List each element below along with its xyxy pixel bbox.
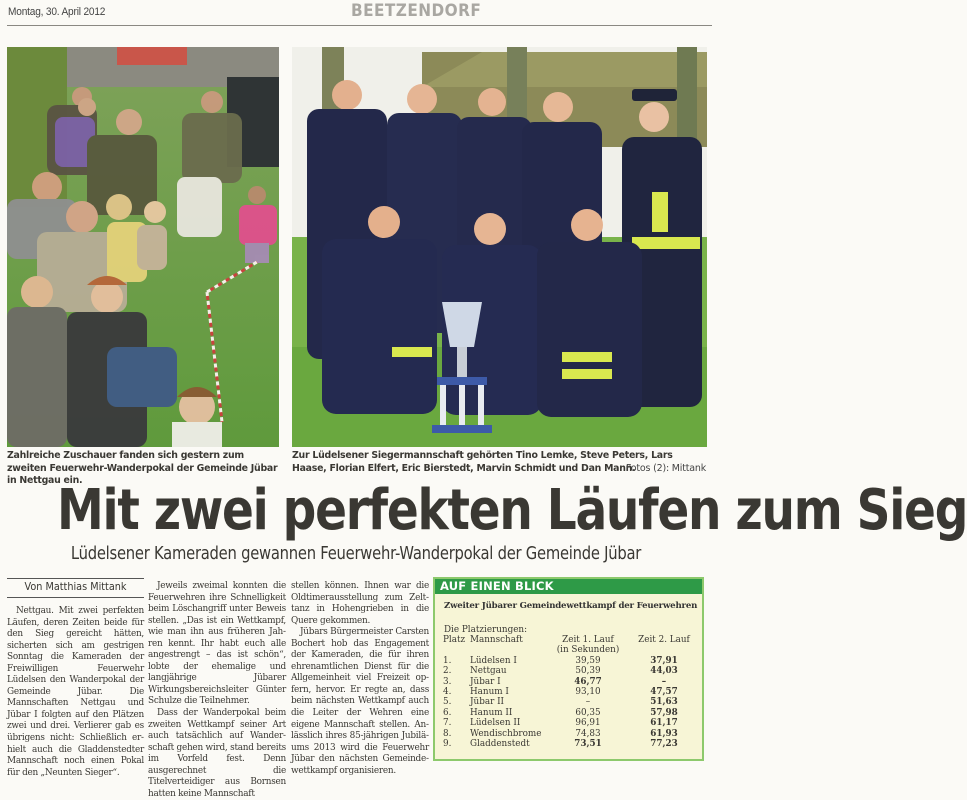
result-run2: 37,91 [650, 655, 678, 666]
article-column-3 [291, 581, 429, 777]
result-team: Jübar I [470, 676, 501, 687]
result-place: 1. [443, 655, 452, 666]
result-run2: 44,03 [650, 666, 678, 677]
result-place: 7. [443, 718, 452, 729]
photo-spectators [7, 47, 279, 447]
info-box-intro: Die Platzierungen: [444, 625, 528, 635]
article-headline: Mit zwei perfekten Läufen zum Sieg [56, 478, 967, 543]
spectators-illustration [7, 47, 279, 447]
info-box-results [433, 577, 704, 761]
result-team: Gladdenstedt [470, 739, 530, 750]
results-table [443, 635, 700, 749]
result-run2: – [661, 676, 667, 687]
results-row [443, 687, 700, 697]
article-paragraph: Jeweils zweimal konnten die Feuerwehren ihre Schnelligkeit beim Löschangriff unter Beweis stellen. „Das ist ein Wettkampf, wie man ihn aus früheren Jahren kennt. Ihr habt euch alle angestrengt – das ist schön“, lobte der ehemalige und langjährige Jübarer Wirkungsbereichsleiter Günter Schulze die Teilnehmer. [148, 581, 286, 707]
result-team: Hanum II [470, 707, 513, 718]
results-row [443, 739, 700, 749]
result-place: 9. [443, 739, 452, 750]
result-run1: 50,39 [575, 666, 601, 677]
result-place: 6. [443, 707, 452, 718]
result-team: Wendischbrome [470, 728, 542, 739]
result-place: 2. [443, 666, 452, 677]
info-box-title: Zweiter Jübarer Gemeindewettkampf der Feuerwehren [444, 601, 698, 611]
result-run1: 96,91 [575, 718, 601, 729]
result-run1: 73,51 [574, 739, 602, 750]
result-run2: 61,17 [650, 718, 678, 729]
article-byline: Von Matthias Mittank [24, 580, 127, 593]
results-row [443, 677, 700, 687]
result-team: Lüdelsen II [470, 718, 521, 729]
results-row [443, 729, 700, 739]
issue-date: Montag, 30. April 2012 [8, 6, 106, 18]
article-column-1 [7, 606, 144, 779]
info-box-header [435, 579, 702, 594]
article-column-2 [148, 581, 286, 800]
photo-credit: Fotos (2): Mittank [625, 463, 706, 474]
column-unit-note: (in Sekunden) [556, 645, 620, 656]
column-header-place: Platz [443, 635, 466, 645]
result-run2: 51,63 [650, 697, 678, 708]
results-unit-row [443, 645, 700, 655]
header-rule [7, 25, 712, 26]
byline-rule-bottom [7, 597, 144, 598]
article-paragraph: Nettgau. Mit zwei perfekten Läufen, deren Zeiten beide für den Sieg gereicht hätten, sicherten sich am gestrigen Sonntag die Kameraden der Freiwilligen Feuerwehr Lüdelsen den Wanderpokal der Gemeinde Jübar. Die Mannschaften Nettgau und Jübar I folgten auf den Plätzen zwei und drei. Verlierer gab es übrigens nicht: Schließlich erhielt auch die Gladdenstedter Mannschaft noch einen Pokal für den „Neunten Sieger“. [7, 606, 144, 778]
result-run2: 47,57 [650, 687, 678, 698]
result-run2: 77,23 [650, 739, 678, 750]
column-header-team: Mannschaft [470, 635, 523, 645]
article-paragraph: Jübars Bürgermeister Carsten Bochert hob das Engagement der Kameraden, die für ihren ehrenamtlichen Dienst für die Allgemeinheit viel Freizeit opfern, hervor. Er regte an, dass beim nächsten Wettkampf auch die Leiter der Wehren eine eigene Mannschaft stellen. Anlässlich ihres 85-jährigen Jubiläums 2013 wird die Feuerwehr Jübar den nächsten Gemeindewettkampf organisieren. [291, 627, 429, 776]
result-run1: 46,77 [574, 676, 602, 687]
photo-caption-spectators: Zahlreiche Zuschauer fanden sich gestern zum zweiten Feuerwehr-Wanderpokal der Gemeinde Jübar in Nettgau ein. [7, 450, 278, 486]
photo-caption-team: Zur Lüdelsener Siegermannschaft gehörten Tino Lemke, Steve Peters, Lars Haase, Florian Elfert, Eric Bierstedt, Marvin Schmidt und Dan Mann. [292, 450, 673, 474]
result-run2: 61,93 [650, 728, 678, 739]
results-row [443, 718, 700, 728]
results-row [443, 666, 700, 676]
article-paragraph: Dass der Wanderpokal beim zweiten Wettkampf seiner Art auch tatsächlich auf Wanderschaft gehen wird, stand bereits im Vorfeld fest. Denn ausgerechnet die Titelverteidiger aus Bornsen hatten keine Mannschaft [148, 708, 286, 799]
result-team: Lüdelsen I [470, 655, 517, 666]
result-team: Hanum I [470, 687, 509, 698]
photo-winning-team [292, 47, 707, 447]
result-team: Nettgau [470, 666, 507, 677]
results-header-row [443, 635, 700, 645]
result-run1: 93,10 [575, 687, 601, 698]
results-row [443, 697, 700, 707]
result-run1: – [585, 697, 591, 708]
results-row [443, 708, 700, 718]
result-run1: 39,59 [575, 655, 601, 666]
result-run2: 57,98 [650, 707, 678, 718]
result-place: 5. [443, 697, 452, 708]
result-place: 8. [443, 728, 452, 739]
result-team: Jübar II [470, 697, 505, 708]
team-illustration [292, 47, 707, 447]
result-place: 4. [443, 687, 452, 698]
article-paragraph: stellen können. Ihnen war die Oldtimerausstellung zum Zelttanz in Hohengrieben in die Quere gekommen. [291, 581, 429, 626]
byline-rule-top [7, 578, 144, 579]
results-row [443, 656, 700, 666]
section-title: BEETZENDORF [351, 1, 482, 21]
column-header-run1: Zeit 1. Lauf [562, 635, 614, 645]
result-run1: 60,35 [575, 707, 601, 718]
article-subheadline: Lüdelsener Kameraden gewannen Feuerwehr-Wanderpokal der Gemeinde Jübar [70, 543, 642, 564]
column-header-run2: Zeit 2. Lauf [638, 635, 690, 645]
info-box-heading: AUF EINEN BLICK [440, 579, 554, 593]
result-place: 3. [443, 676, 452, 687]
result-run1: 74,83 [575, 728, 601, 739]
